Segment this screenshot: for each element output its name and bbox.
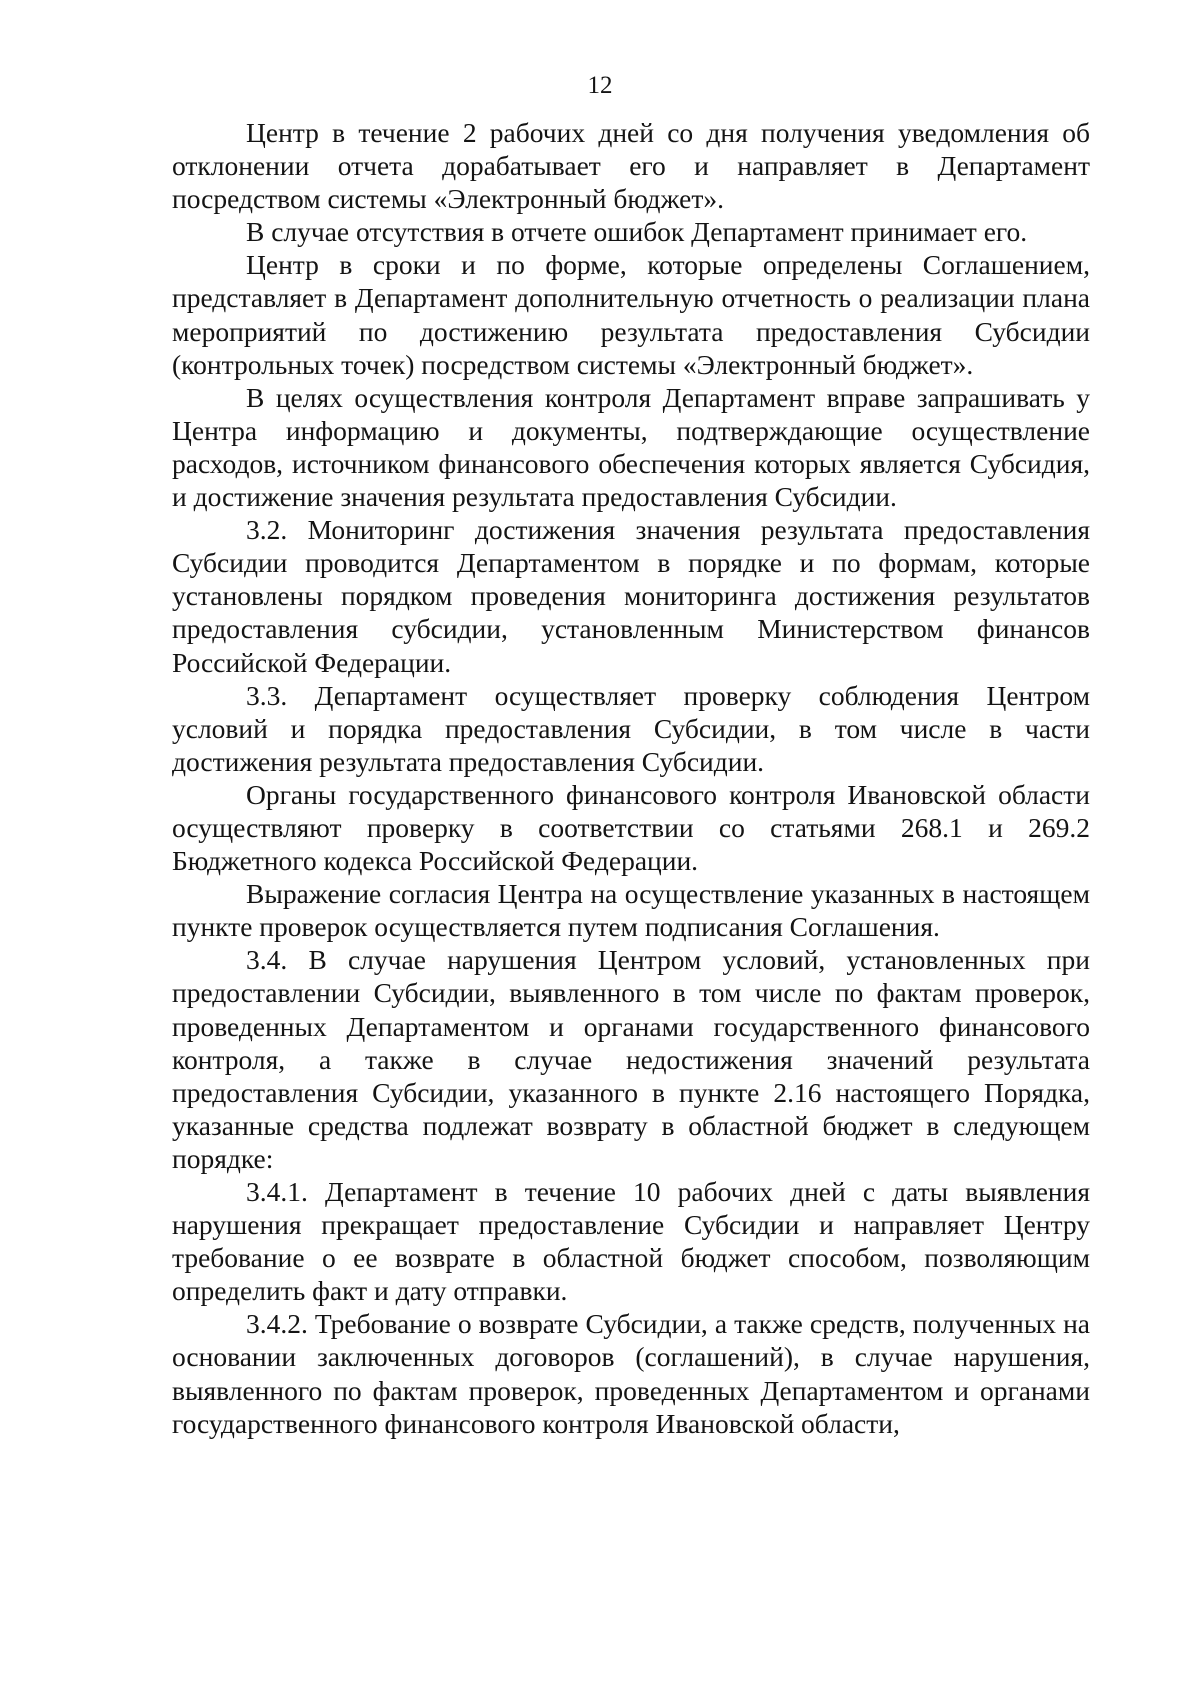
paragraph-control-requests: В целях осуществления контроля Департамент вправе запрашивать у Центра информацию и документы, подтверждающие осуществление расходов, источником финансового обеспечения которых является Субсидия, и достижение значения результата предоставления Субсидии. xyxy=(172,381,1090,513)
paragraph-section-3-4: 3.4. В случае нарушения Центром условий, установленных при предоставлении Субсидии, выявленного в том числе по фактам проверок, проведенных Департаментом и органами государственного финансового контроля, а также в случае недостижения значений результата предоставления Субсидии, указанного в пункте 2.16 настоящего Порядка, указанные средства подлежат возврату в областной бюджет в следующем порядке: xyxy=(172,944,1090,1174)
page-number: 12 xyxy=(587,72,613,99)
paragraph-section-3-4-1: 3.4.1. Департамент в течение 10 рабочих дней с даты выявления нарушения прекращает предоставление Субсидии и направляет Центру требование о ее возврате в областной бюджет способом, позволяющим определить факт и дату отправки. xyxy=(172,1176,1090,1307)
paragraph-consent: Выражение согласия Центра на осуществление указанных в настоящем пункте проверок осуществляется путем подписания Соглашения. xyxy=(172,878,1090,943)
paragraph-report-acceptance: В случае отсутствия в отчете ошибок Департамент принимает его. xyxy=(246,216,1028,248)
paragraph-section-3-4-2: 3.4.2. Требование о возврате Субсидии, а также средств, полученных на основании заключенных договоров (соглашений), в случае нарушения, выявленного по фактам проверок, проведенных Департаментом и органами государственного финансового контроля Ивановской области, xyxy=(172,1308,1090,1439)
paragraph-report-revision: Центр в течение 2 рабочих дней со дня получения уведомления об отклонении отчета дорабатывает его и направляет в Департамент посредством системы «Электронный бюджет». xyxy=(172,117,1090,215)
paragraph-additional-reporting: Центр в сроки и по форме, которые определены Соглашением, представляет в Департамент дополнительную отчетность о реализации плана мероприятий по достижению результата предоставления Субсидии (контрольных точек) посредством системы «Электронный бюджет». xyxy=(172,249,1090,380)
paragraph-state-control-bodies: Органы государственного финансового контроля Ивановской области осуществляют проверку в соответствии со статьями 268.1 и 269.2 Бюджетного кодекса Российской Федерации. xyxy=(172,778,1090,877)
paragraph-section-3-2: 3.2. Мониторинг достижения значения результата предоставления Субсидии проводится Департаментом в порядке и по формам, которые установлены порядком проведения мониторинга достижения результатов предоставления субсидии, установленным Министерством финансов Российской Федерации. xyxy=(172,514,1090,678)
paragraph-section-3-3: 3.3. Департамент осуществляет проверку соблюдения Центром условий и порядка предоставления Субсидии, в том числе в части достижения результата предоставления Субсидии. xyxy=(172,679,1090,777)
document-body xyxy=(172,116,1090,1440)
